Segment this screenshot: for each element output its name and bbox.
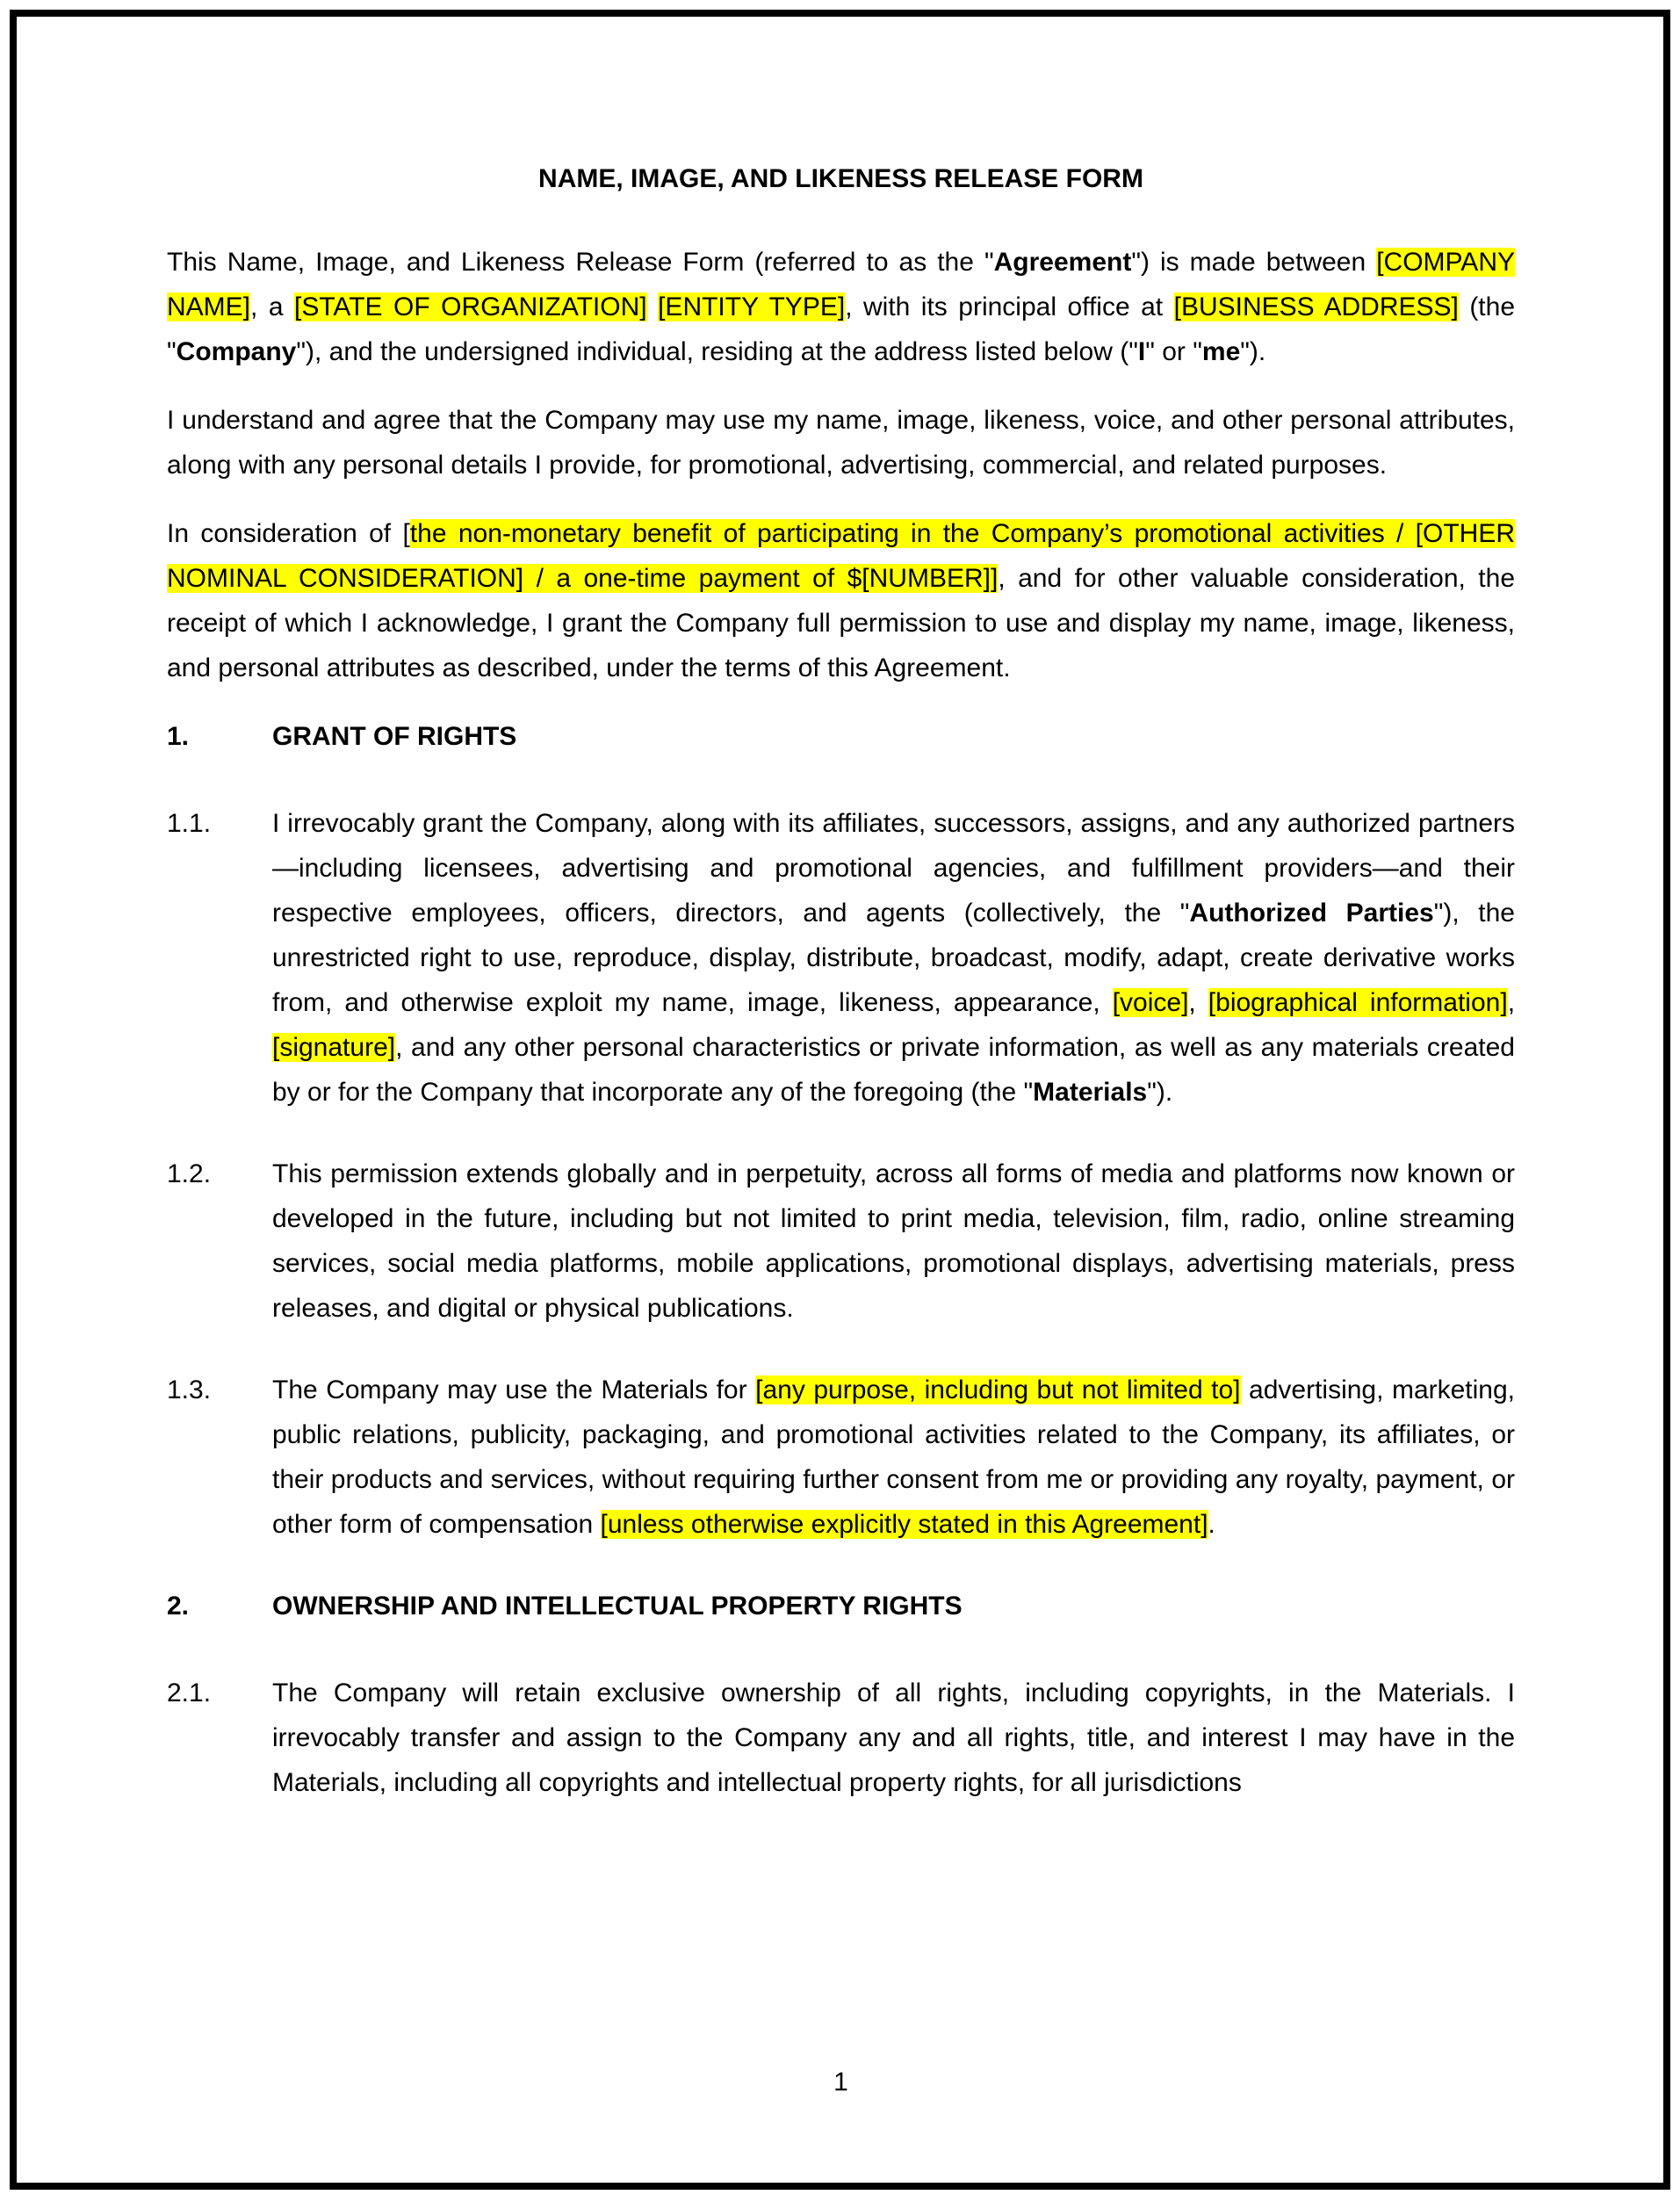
document-content — [167, 0, 1515, 1842]
section-number: 1. — [167, 722, 190, 751]
clause-text: The Company may use the Materials for [any purpose, including but not limited to] advertising, marketing, public relations, publicity, packaging, and promotional activities related to the Company, its affiliates, or their products and services, without requiring further consent from me or providing any royalty, payment, or other form of compensation [unless otherwise explicitly stated in this Agreement]. — [272, 1375, 1516, 1539]
section-2-heading — [167, 1584, 1515, 1628]
clause-1-2 — [167, 1152, 1515, 1331]
clause-number: 1.1. — [167, 809, 212, 838]
clause-text: I irrevocably grant the Company, along with its affiliates, successors, assigns, and any authorized partners—including licensees, advertising and promotional agencies, and fulfillment providers—and their respective employees, officers, directors, and agents (collectively, the "Authorized Parties"), the unrestricted right to use, reproduce, display, distribute, broadcast, modify, adapt, create derivative works from, and otherwise exploit my name, image, likeness, appearance, [voice], [biographical information], [signature], and any other personal characteristics or private information, as well as any materials created by or for the Company that incorporate any of the foregoing (the "Materials"). — [272, 809, 1516, 1107]
intro-paragraph: This Name, Image, and Likeness Release Form (referred to as the "Agreement") is made between [COMPANY NAME], a [STATE OF ORGANIZATION] [ENTITY TYPE], with its principal office at [BUSINESS ADDRESS] (the "Company"), and the undersigned individual, residing at the address listed below ("I" or "me"). — [167, 248, 1516, 366]
clause-1-3 — [167, 1368, 1515, 1547]
document-title: NAME, IMAGE, AND LIKENESS RELEASE FORM — [538, 164, 1143, 193]
clause-1-1 — [167, 801, 1515, 1115]
section-title: OWNERSHIP AND INTELLECTUAL PROPERTY RIGHTS — [272, 1592, 963, 1621]
section-1-heading — [167, 714, 1515, 759]
clause-2-1 — [167, 1671, 1515, 1805]
use-consent-paragraph: I understand and agree that the Company may use my name, image, likeness, voice, and other personal attributes, along with any personal details I provide, for promotional, advertising, commercial, and related purposes. — [167, 406, 1515, 480]
section-number: 2. — [167, 1592, 190, 1621]
clause-number: 2.1. — [167, 1679, 212, 1707]
clause-number: 1.2. — [167, 1159, 212, 1188]
clause-number: 1.3. — [167, 1375, 212, 1404]
page-number: 1 — [833, 2068, 848, 2097]
consideration-paragraph: In consideration of [the non-monetary benefit of participating in the Company’s promotional activities / [OTHER NOMINAL CONSIDERATION] / a one-time payment of $[NUMBER]], and for other valuable consideration, the receipt of which I acknowledge, I grant the Company full permission to use and display my name, image, likeness, and personal attributes as described, under the terms of this Agreement. — [167, 519, 1516, 682]
section-title: GRANT OF RIGHTS — [272, 722, 517, 751]
clause-text: This permission extends globally and in perpetuity, across all forms of media and platforms now known or developed in the future, including but not limited to print media, television, film, radio, online streaming services, social media platforms, mobile applications, promotional displays, advertising materials, press releases, and digital or physical publications. — [272, 1159, 1515, 1323]
clause-text: The Company will retain exclusive ownership of all rights, including copyrights, in the Materials. I irrevocably transfer and assign to the Company any and all rights, title, and interest I may have in the Materials, including all copyrights and intellectual property rights, for all jurisdictions — [272, 1679, 1515, 1797]
